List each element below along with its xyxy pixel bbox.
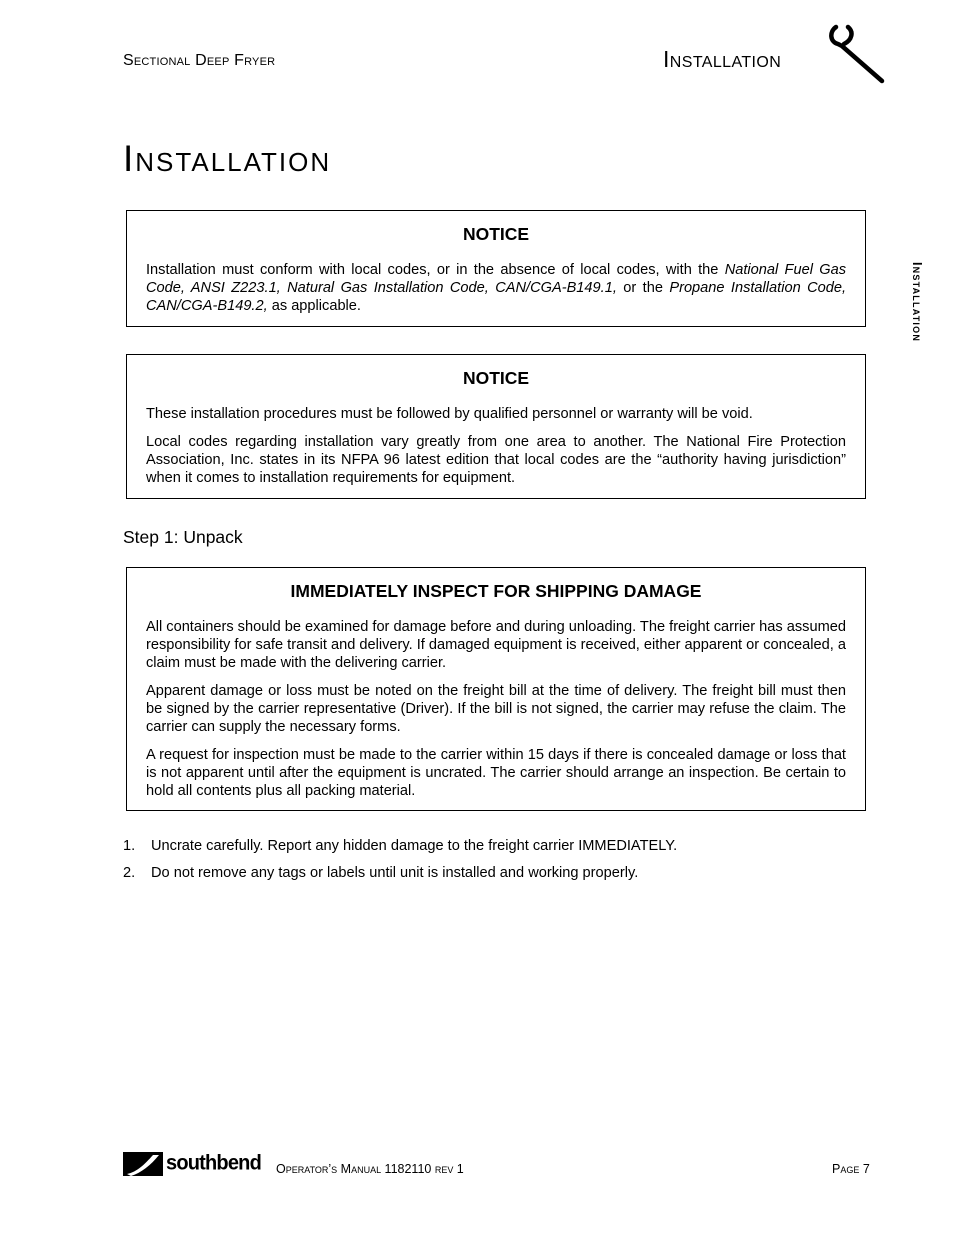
inspect-damage-box bbox=[126, 567, 866, 811]
inspect-paragraph: A request for inspection must be made to the carrier within 15 days if there is concealed damage or loss that is not apparent until after the equipment is uncrated. The carrier should arrange an inspection. Be certain to hold all contents plus all packing material. bbox=[146, 747, 846, 799]
notice-paragraph bbox=[146, 261, 846, 315]
list-item-text: Do not remove any tags or labels until unit is installed and working properly. bbox=[151, 865, 639, 881]
notice-heading: NOTICE bbox=[462, 224, 530, 244]
list-item-text: Uncrate carefully. Report any hidden damage to the freight carrier IMMEDIATELY. bbox=[151, 838, 678, 854]
page-title: Installation bbox=[123, 138, 332, 179]
notice-text: or the bbox=[616, 280, 670, 296]
notice-box-procedures bbox=[126, 354, 866, 499]
footer-page-number: Page 7 bbox=[832, 1162, 870, 1176]
list-item bbox=[123, 865, 638, 881]
header-product-name: Sectional Deep Fryer bbox=[123, 52, 276, 69]
notice-paragraph: These installation procedures must be followed by qualified personnel or warranty will be void. bbox=[146, 406, 753, 422]
notice-heading: NOTICE bbox=[462, 368, 530, 388]
side-tab-label: Installation bbox=[910, 262, 924, 343]
header-section-title: Installation bbox=[663, 46, 782, 72]
notice-text: Installation must conform with local codes, or in the absence of local codes, with the bbox=[146, 262, 725, 278]
footer-manual-id: Operator’s Manual 1182110 rev 1 bbox=[276, 1162, 464, 1176]
notice-paragraph: Local codes regarding installation vary greatly from one area to another. The National Fire Protection Association, Inc. states in its NFPA 96 latest edition that local codes are the “authority having jurisdiction” when it comes to installation requirements for equipment. bbox=[146, 434, 846, 486]
code-reference: National Fuel Gas Code, ANSI Z223.1, Natural Gas Installation Code, CAN/CGA-B149.1, bbox=[146, 262, 846, 296]
notice-box-codes bbox=[126, 210, 866, 327]
inspect-paragraph: Apparent damage or loss must be noted on the freight bill at the time of delivery. The freight bill must then be signed by the carrier representative (Driver). If the bill is not signed, the carrier may refuse the claim. The carrier can supply the necessary forms. bbox=[146, 683, 846, 735]
inspect-heading: IMMEDIATELY INSPECT FOR SHIPPING DAMAGE bbox=[290, 581, 702, 601]
step-heading: Step 1: Unpack bbox=[123, 527, 243, 547]
list-item-number: 2. bbox=[123, 865, 136, 881]
southbend-logo: southbend bbox=[166, 1151, 262, 1175]
code-reference: Propane Installation Code, CAN/CGA-B149.2, bbox=[146, 280, 847, 314]
notice-text: as applicable. bbox=[267, 298, 361, 314]
southbend-logo-mark bbox=[123, 1152, 163, 1176]
wrench-icon bbox=[826, 24, 890, 86]
inspect-paragraph: All containers should be examined for damage before and during unloading. The freight carrier has assumed responsibility for safe transit and delivery. If damaged equipment is received, either apparent or concealed, a claim must be made with the delivering carrier. bbox=[146, 619, 846, 671]
list-item bbox=[123, 838, 677, 854]
list-item-number: 1. bbox=[123, 838, 136, 854]
